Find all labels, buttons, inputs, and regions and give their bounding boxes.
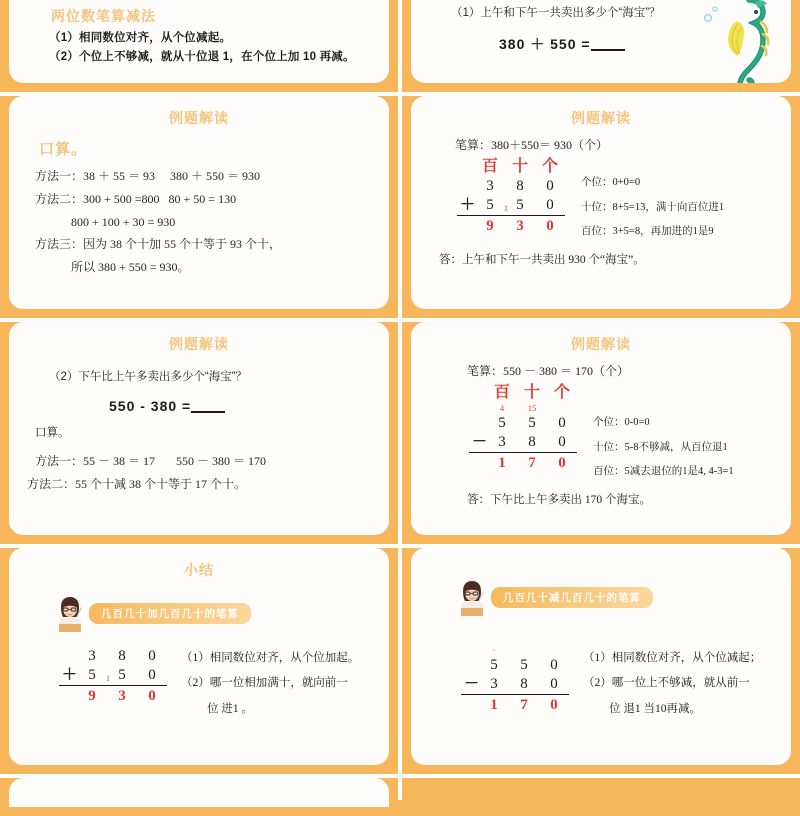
summary-add-rule-1: （1）相同数位对齐，从个位加起。 (181, 652, 360, 664)
slide-cell-subtraction (402, 322, 800, 544)
summary-add-result-d2: 0 (148, 688, 156, 704)
addition-bisuan: 笔算：380＋550＝ 930（个） (455, 138, 609, 152)
sub-method-line-2: 方法二：55 个十减 38 个十等于 17 个十。 (27, 476, 247, 491)
subtraction-card-title: 例题解读 (571, 336, 631, 352)
subtraction-result-d2: 0 (558, 455, 566, 471)
summary-add-card (9, 548, 389, 765)
summary-sub-rules (583, 646, 761, 722)
summary-sub-row-2-d1: 8 (520, 676, 528, 692)
oral-card-body (9, 161, 389, 279)
sub-place-hundreds-label: 百 (493, 384, 510, 401)
addition-row-2-op: ＋ (459, 197, 475, 213)
addition-note-3: 百位：3+5=8，再加进的1是9 (581, 226, 714, 238)
addition-row-2 (457, 195, 565, 214)
subtraction-row-1-d0: 5 (498, 415, 506, 431)
question-card (411, 0, 791, 83)
slide-cell-rule (0, 0, 398, 92)
summary-add-row-2-d1: 5 (118, 667, 126, 683)
subtraction-note-1: 个位：0-0=0 (593, 417, 650, 428)
subtraction-row-2-d2: 0 (558, 434, 566, 450)
subtraction-note-2: 十位：5-8不够减，从百位退1 (593, 441, 728, 453)
summary-add-rule-2: （2）哪一位相加满十，就向前一 (181, 677, 348, 690)
addition-note-1: 个位：0+0=0 (581, 177, 641, 188)
rule-card-title: 两位数笔算减法 (51, 8, 156, 24)
next-slide-left (9, 778, 389, 807)
sub-place-ones-label: 个 (553, 384, 570, 401)
addition-vertical-calc (457, 157, 565, 245)
subtraction-vertical-calc (469, 383, 577, 485)
addition-result-d0: 9 (486, 218, 494, 234)
question-text: （1）上午和下午一共卖出多少个“海宝”？ (451, 7, 661, 19)
oral-card (9, 96, 389, 309)
addition-row-2-d0-text: 5 (486, 197, 494, 213)
addition-result-d1: 3 (516, 218, 524, 234)
summary-sub-borrow-row (461, 646, 569, 655)
summary-sub-row-1-d0: 5 (490, 657, 498, 673)
teacher-girl-icon (53, 594, 87, 632)
summary-sub-calc (461, 646, 569, 722)
next-slide-right (411, 778, 791, 807)
subtraction-note-3: 百位：5减去退位的1是4, 4-3=1 (593, 466, 734, 478)
addition-calc-wrap (411, 157, 791, 245)
summary-add-rules (181, 646, 359, 722)
addition-row-2-d0 (475, 197, 508, 214)
addition-notes (581, 157, 724, 245)
addition-row-2-d1: 5 (516, 197, 524, 213)
summary-sub-rule-1: （1）相同数位对齐，从个位减起； (583, 652, 762, 664)
addition-result-row (457, 216, 565, 235)
addition-note-2: 十位：8+5=13，满十向百位进1 (581, 201, 725, 213)
addition-result-d2: 0 (546, 218, 554, 234)
slide-cell-summary-add (0, 548, 398, 774)
subtraction-notes (593, 383, 734, 485)
summary-sub-row-2-op: － (463, 676, 479, 692)
sub-question-equation (109, 398, 389, 414)
sub-question-card (9, 322, 389, 535)
summary-sub-row-2-d0: 3 (490, 676, 498, 692)
summary-sub-borrow-ones (539, 645, 569, 655)
teacher-girl-icon-2 (455, 578, 489, 616)
borrow-tens: 15 (527, 403, 537, 413)
subtraction-result-d0: 1 (498, 455, 506, 471)
subtraction-row-2-op: － (471, 434, 487, 450)
subtraction-calc-wrap (411, 383, 791, 485)
summary-add-head (53, 594, 389, 632)
summary-sub-head (455, 578, 791, 616)
oral-card-subtitle: 口算。 (39, 141, 88, 158)
summary-sub-row-2 (461, 674, 569, 693)
summary-sub-row-1-d2: 0 (550, 657, 558, 673)
addition-row-1-d2: 0 (546, 178, 554, 194)
sub-question-text: （2）下午比上午多卖出多少个“海宝”？ (49, 371, 248, 383)
summary-sub-card (411, 548, 791, 765)
addition-answer: 答：上午和下午一共卖出 930 个“海宝”。 (439, 254, 645, 267)
slide-cell-summary-sub (402, 548, 800, 774)
summary-sub-badge: 几百几十减几百几十的笔算 (491, 587, 653, 608)
summary-sub-result-d1: 7 (520, 697, 528, 713)
addition-card-title: 例题解读 (571, 110, 631, 126)
place-hundreds-label: 百 (481, 158, 498, 175)
answer-blank (591, 49, 625, 51)
oral-line-1: 方法一：38 ＋ 55 ＝ 93 380 ＋ 550 ＝ 930 (35, 169, 261, 183)
summary-add-row-1-d0: 3 (88, 648, 96, 664)
seahorse-icon (699, 0, 783, 83)
addition-header-row (457, 157, 565, 176)
sub-place-tens-label: 十 (523, 384, 540, 401)
summary-carry-mark: 1 (106, 674, 110, 683)
addition-row-2-d2: 0 (546, 197, 554, 213)
question-equation-text: 380 ＋ 550 = (499, 36, 591, 52)
slide-cell-oral (0, 96, 398, 318)
carry-mark: 1 (504, 204, 508, 213)
subtraction-result-d1: 7 (528, 455, 536, 471)
summary-sub-result-row (461, 695, 569, 714)
summary-add-row-2-d0 (77, 667, 110, 684)
subtraction-result-row (469, 453, 577, 472)
summary-sub-rule-2: （2）哪一位上不够减，就从前一 (583, 677, 750, 690)
sub-question-body (9, 440, 389, 496)
summary-sub-result-d0: 1 (490, 697, 498, 713)
subtraction-borrow-row (469, 402, 577, 413)
rule-line-2: （2）个位上不够减，就从十位退 1，在个位上加 10 再减。 (49, 51, 355, 63)
summary-sub-body (411, 616, 791, 722)
summary-add-row-2-op: ＋ (61, 667, 77, 683)
addition-row-1-d0: 3 (486, 178, 494, 194)
sub-answer-blank (191, 411, 225, 413)
subtraction-row-2-d1: 8 (528, 434, 536, 450)
summary-add-badge: 几百几十加几百几十的笔算 (89, 603, 251, 624)
summary-add-rule-3: 位 进1 。 (207, 702, 253, 715)
summary-add-row-1-d2: 0 (148, 648, 156, 664)
summary-sub-borrow-dot: · (492, 645, 496, 655)
borrow-ones (547, 403, 577, 413)
borrow-hundreds: 4 (499, 403, 505, 413)
rule-line-1: （1）相同数位对齐，从个位减起。 (49, 32, 232, 44)
sub-method-line-1: 方法一：55 － 38 ＝ 17 550 － 380 ＝ 170 (35, 454, 267, 468)
subtraction-header-row (469, 383, 577, 402)
summary-add-row-2-d2: 0 (148, 667, 156, 683)
addition-card (411, 96, 791, 309)
place-ones-label: 个 (541, 158, 558, 175)
summary-add-row-2-d0-text: 5 (88, 667, 96, 683)
summary-sub-row-2-d2: 0 (550, 676, 558, 692)
summary-sub-result-d2: 0 (550, 697, 558, 713)
summary-add-result-row (59, 686, 167, 705)
rule-card (9, 0, 389, 83)
slide-cell-next-right (402, 778, 800, 816)
addition-row-1-d1: 8 (516, 178, 524, 194)
summary-sub-rule-3: 位 退1 当10再减。 (609, 702, 701, 715)
oral-line-4: 方法三：因为 38 个十加 55 个十等于 93 个十， (35, 237, 282, 252)
oral-line-2: 方法二：300 + 500 =800 80 + 50 = 130 (35, 191, 237, 206)
summary-add-calc (59, 646, 167, 722)
subtraction-card (411, 322, 791, 535)
summary-add-row-2 (59, 665, 167, 684)
summary-add-result-d0: 9 (88, 688, 96, 704)
subtraction-row-2-d0: 3 (498, 434, 506, 450)
slide-cell-next-left (0, 778, 398, 816)
slide-cell-question (402, 0, 800, 92)
sub-question-title: 例题解读 (169, 336, 229, 352)
oral-card-title: 例题解读 (169, 110, 229, 126)
summary-add-row-1-d1: 8 (118, 648, 126, 664)
summary-add-result-d1: 3 (118, 688, 126, 704)
slide-cell-sub-question (0, 322, 398, 544)
oral-line-3: 800 + 100 + 30 = 930 (35, 214, 176, 229)
sub-question-equation-text: 550 - 380 = (109, 398, 192, 414)
subtraction-row-1-d2: 0 (558, 415, 566, 431)
subtraction-answer: 答：下午比上午多卖出 170 个海宝。 (467, 494, 651, 507)
subtraction-row-2 (469, 432, 577, 451)
oral-line-5: 所以 380 + 550 = 930。 (35, 260, 190, 275)
subtraction-bisuan: 笔算：550 － 380 ＝ 170（个） (467, 364, 630, 378)
place-tens-label: 十 (511, 158, 528, 175)
summary-sub-row-1-d1: 5 (520, 657, 528, 673)
subtraction-row-1-d1: 5 (528, 415, 536, 431)
summary-add-title: 小结 (184, 562, 214, 578)
slide-cell-addition (402, 96, 800, 318)
summary-sub-borrow-tens (509, 645, 539, 655)
summary-add-body (9, 632, 389, 722)
sub-kousuan-label: 口算。 (35, 427, 70, 439)
